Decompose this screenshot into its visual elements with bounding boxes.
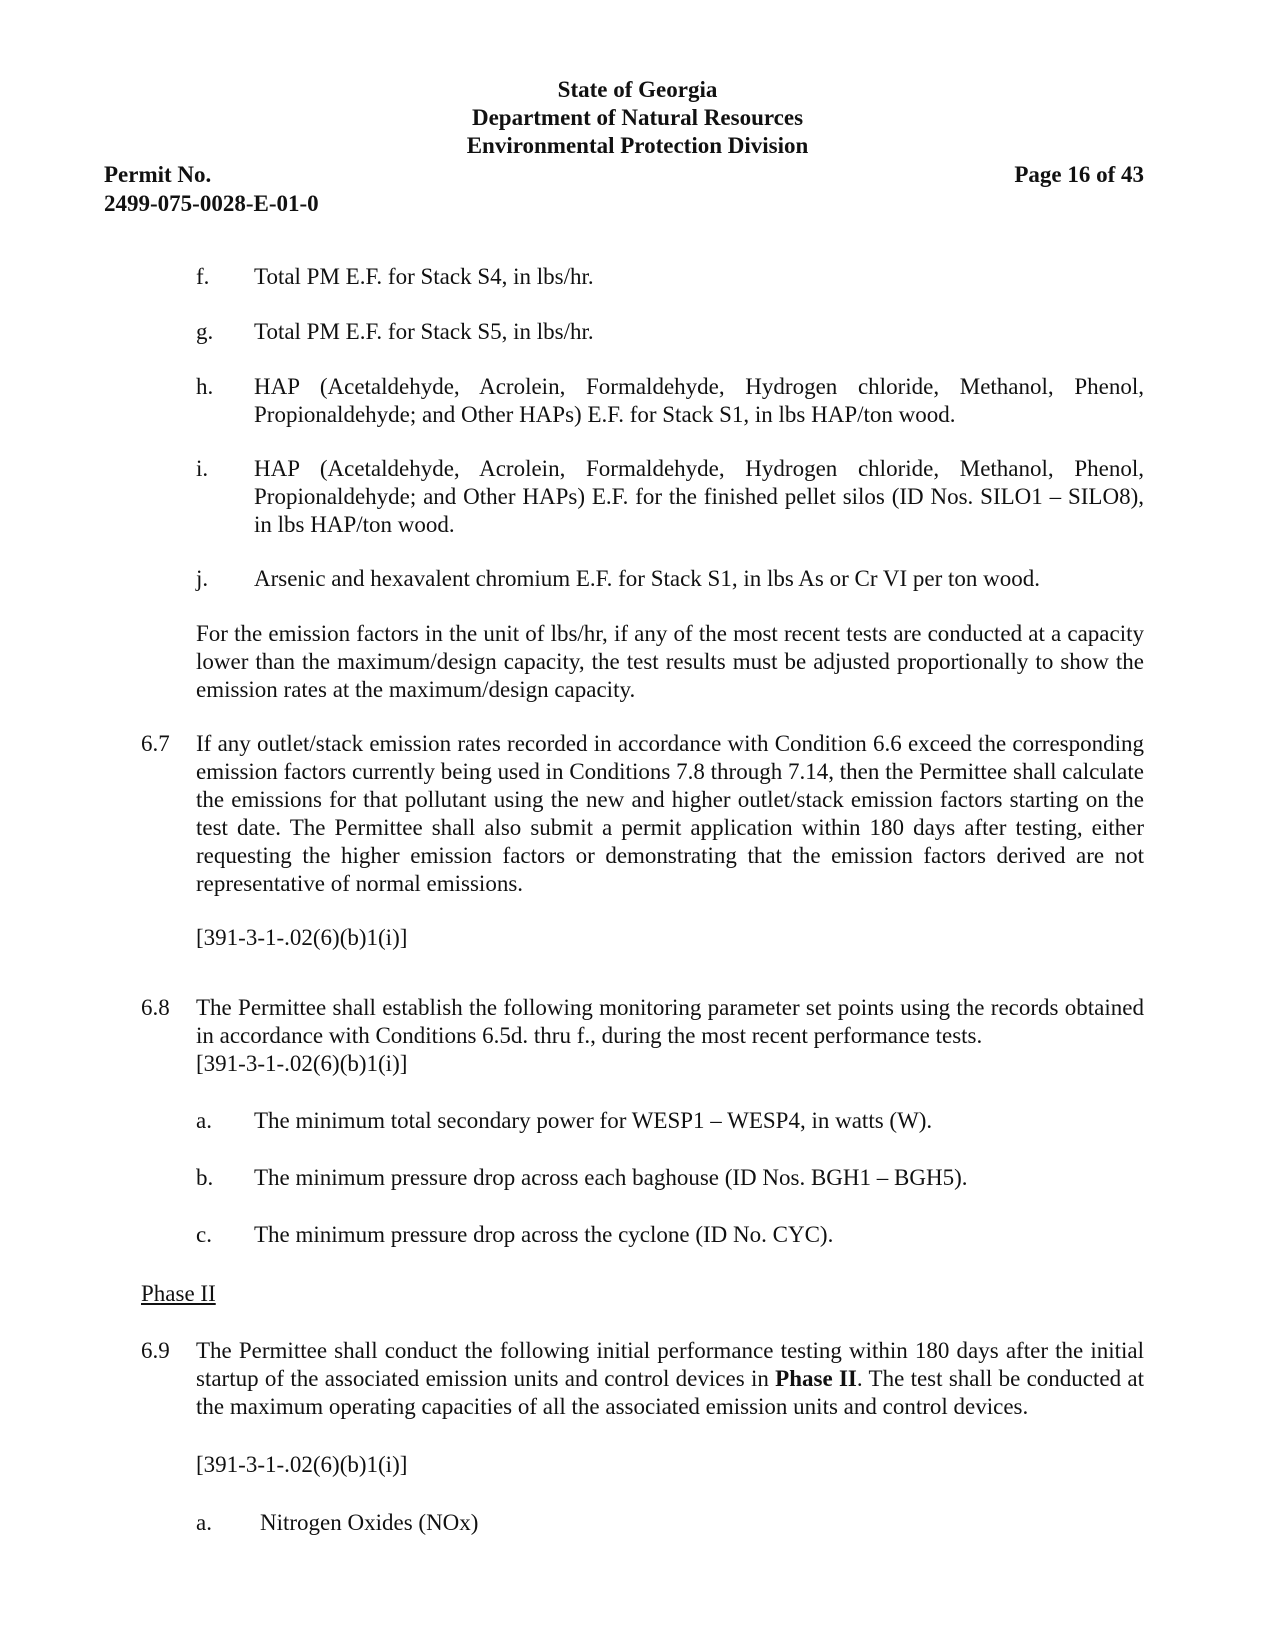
condition-6-7-text: If any outlet/stack emission rates recorded in accordance with Condition 6.6 exceed the corresponding emission factors currently being used in Conditions 7.8 through 7.14, then the Permittee shall calculate the emissions for that pollutant using the new and higher outlet/stack emission factors starting on the test date. The Permittee shall also submit a permit application within 180 days after testing, either requesting the higher emission factors or demonstrating that the emission factors derived are not representative of normal emissions. bbox=[196, 731, 1144, 896]
condition-text-part: The Permittee shall conduct the following initial performance testing within 180 days after the initial startup of the associated emission units and control devices in bbox=[196, 1338, 1144, 1391]
condition-citation: [391-3-1-.02(6)(b)1(i)] bbox=[196, 925, 408, 950]
item-label: a. bbox=[196, 1510, 212, 1535]
condition-number: 6.9 bbox=[141, 1338, 170, 1363]
item-text: Total PM E.F. for Stack S4, in lbs/hr. bbox=[254, 264, 594, 289]
phase-heading: Phase II bbox=[141, 1281, 216, 1306]
condition-number: 6.7 bbox=[141, 731, 170, 756]
item-text: The minimum pressure drop across each baghouse (ID Nos. BGH1 – BGH5). bbox=[254, 1165, 968, 1190]
item-text: HAP (Acetaldehyde, Acrolein, Formaldehyde, Hydrogen chloride, Methanol, Phenol, Propionaldehyde; and Other HAPs) E.F. for the finished pellet silos (ID Nos. SILO1 – SILO8), in lbs HAP/ton wood. bbox=[254, 456, 1144, 537]
item-label: c. bbox=[196, 1222, 212, 1247]
condition-citation: [391-3-1-.02(6)(b)1(i)] bbox=[196, 1452, 408, 1477]
note-paragraph: For the emission factors in the unit of lbs/hr, if any of the most recent tests are conducted at a capacity lower than the maximum/design capacity, the test results must be adjusted proportionally to show the emission rates at the maximum/design capacity. bbox=[196, 621, 1144, 702]
page-number: Page 16 of 43 bbox=[1014, 162, 1144, 187]
item-text: The minimum pressure drop across the cyclone (ID No. CYC). bbox=[254, 1222, 834, 1247]
item-label: i. bbox=[196, 456, 209, 481]
condition-text-part: . The test shall be conducted at the maximum operating capacities of all the associated emission units and control devices. bbox=[196, 1366, 1144, 1419]
header-state: State of Georgia bbox=[557, 77, 718, 102]
condition-citation: [391-3-1-.02(6)(b)1(i)] bbox=[196, 1051, 408, 1076]
item-text: HAP (Acetaldehyde, Acrolein, Formaldehyde, Hydrogen chloride, Methanol, Phenol, Propionaldehyde; and Other HAPs) E.F. for Stack S1, in lbs HAP/ton wood. bbox=[254, 374, 1144, 427]
permit-label: Permit No. bbox=[104, 162, 212, 187]
item-text: Total PM E.F. for Stack S5, in lbs/hr. bbox=[254, 319, 594, 344]
condition-6-9-text bbox=[196, 1337, 1144, 1421]
header-department: Department of Natural Resources bbox=[471, 105, 804, 130]
permit-number-block bbox=[104, 160, 319, 218]
item-text: The minimum total secondary power for WESP1 – WESP4, in watts (W). bbox=[254, 1108, 933, 1133]
item-label: j. bbox=[196, 566, 209, 591]
item-label: h. bbox=[196, 374, 214, 399]
item-label: g. bbox=[196, 319, 214, 344]
condition-6-8-text: The Permittee shall establish the following monitoring parameter set points using the records obtained in accordance with Conditions 6.5d. thru f., during the most recent performance tests. bbox=[196, 995, 1144, 1048]
item-text: Nitrogen Oxides (NOx) bbox=[260, 1510, 479, 1535]
header-division: Environmental Protection Division bbox=[466, 133, 809, 158]
item-label: f. bbox=[196, 264, 210, 289]
agency-header bbox=[0, 76, 1275, 160]
item-label: b. bbox=[196, 1165, 214, 1190]
item-text: Arsenic and hexavalent chromium E.F. for Stack S1, in lbs As or Cr VI per ton wood. bbox=[254, 566, 1040, 591]
permit-number: 2499-075-0028-E-01-0 bbox=[104, 191, 319, 216]
phase-emphasis: Phase II bbox=[775, 1366, 857, 1391]
item-label: a. bbox=[196, 1108, 212, 1133]
condition-number: 6.8 bbox=[141, 995, 170, 1020]
